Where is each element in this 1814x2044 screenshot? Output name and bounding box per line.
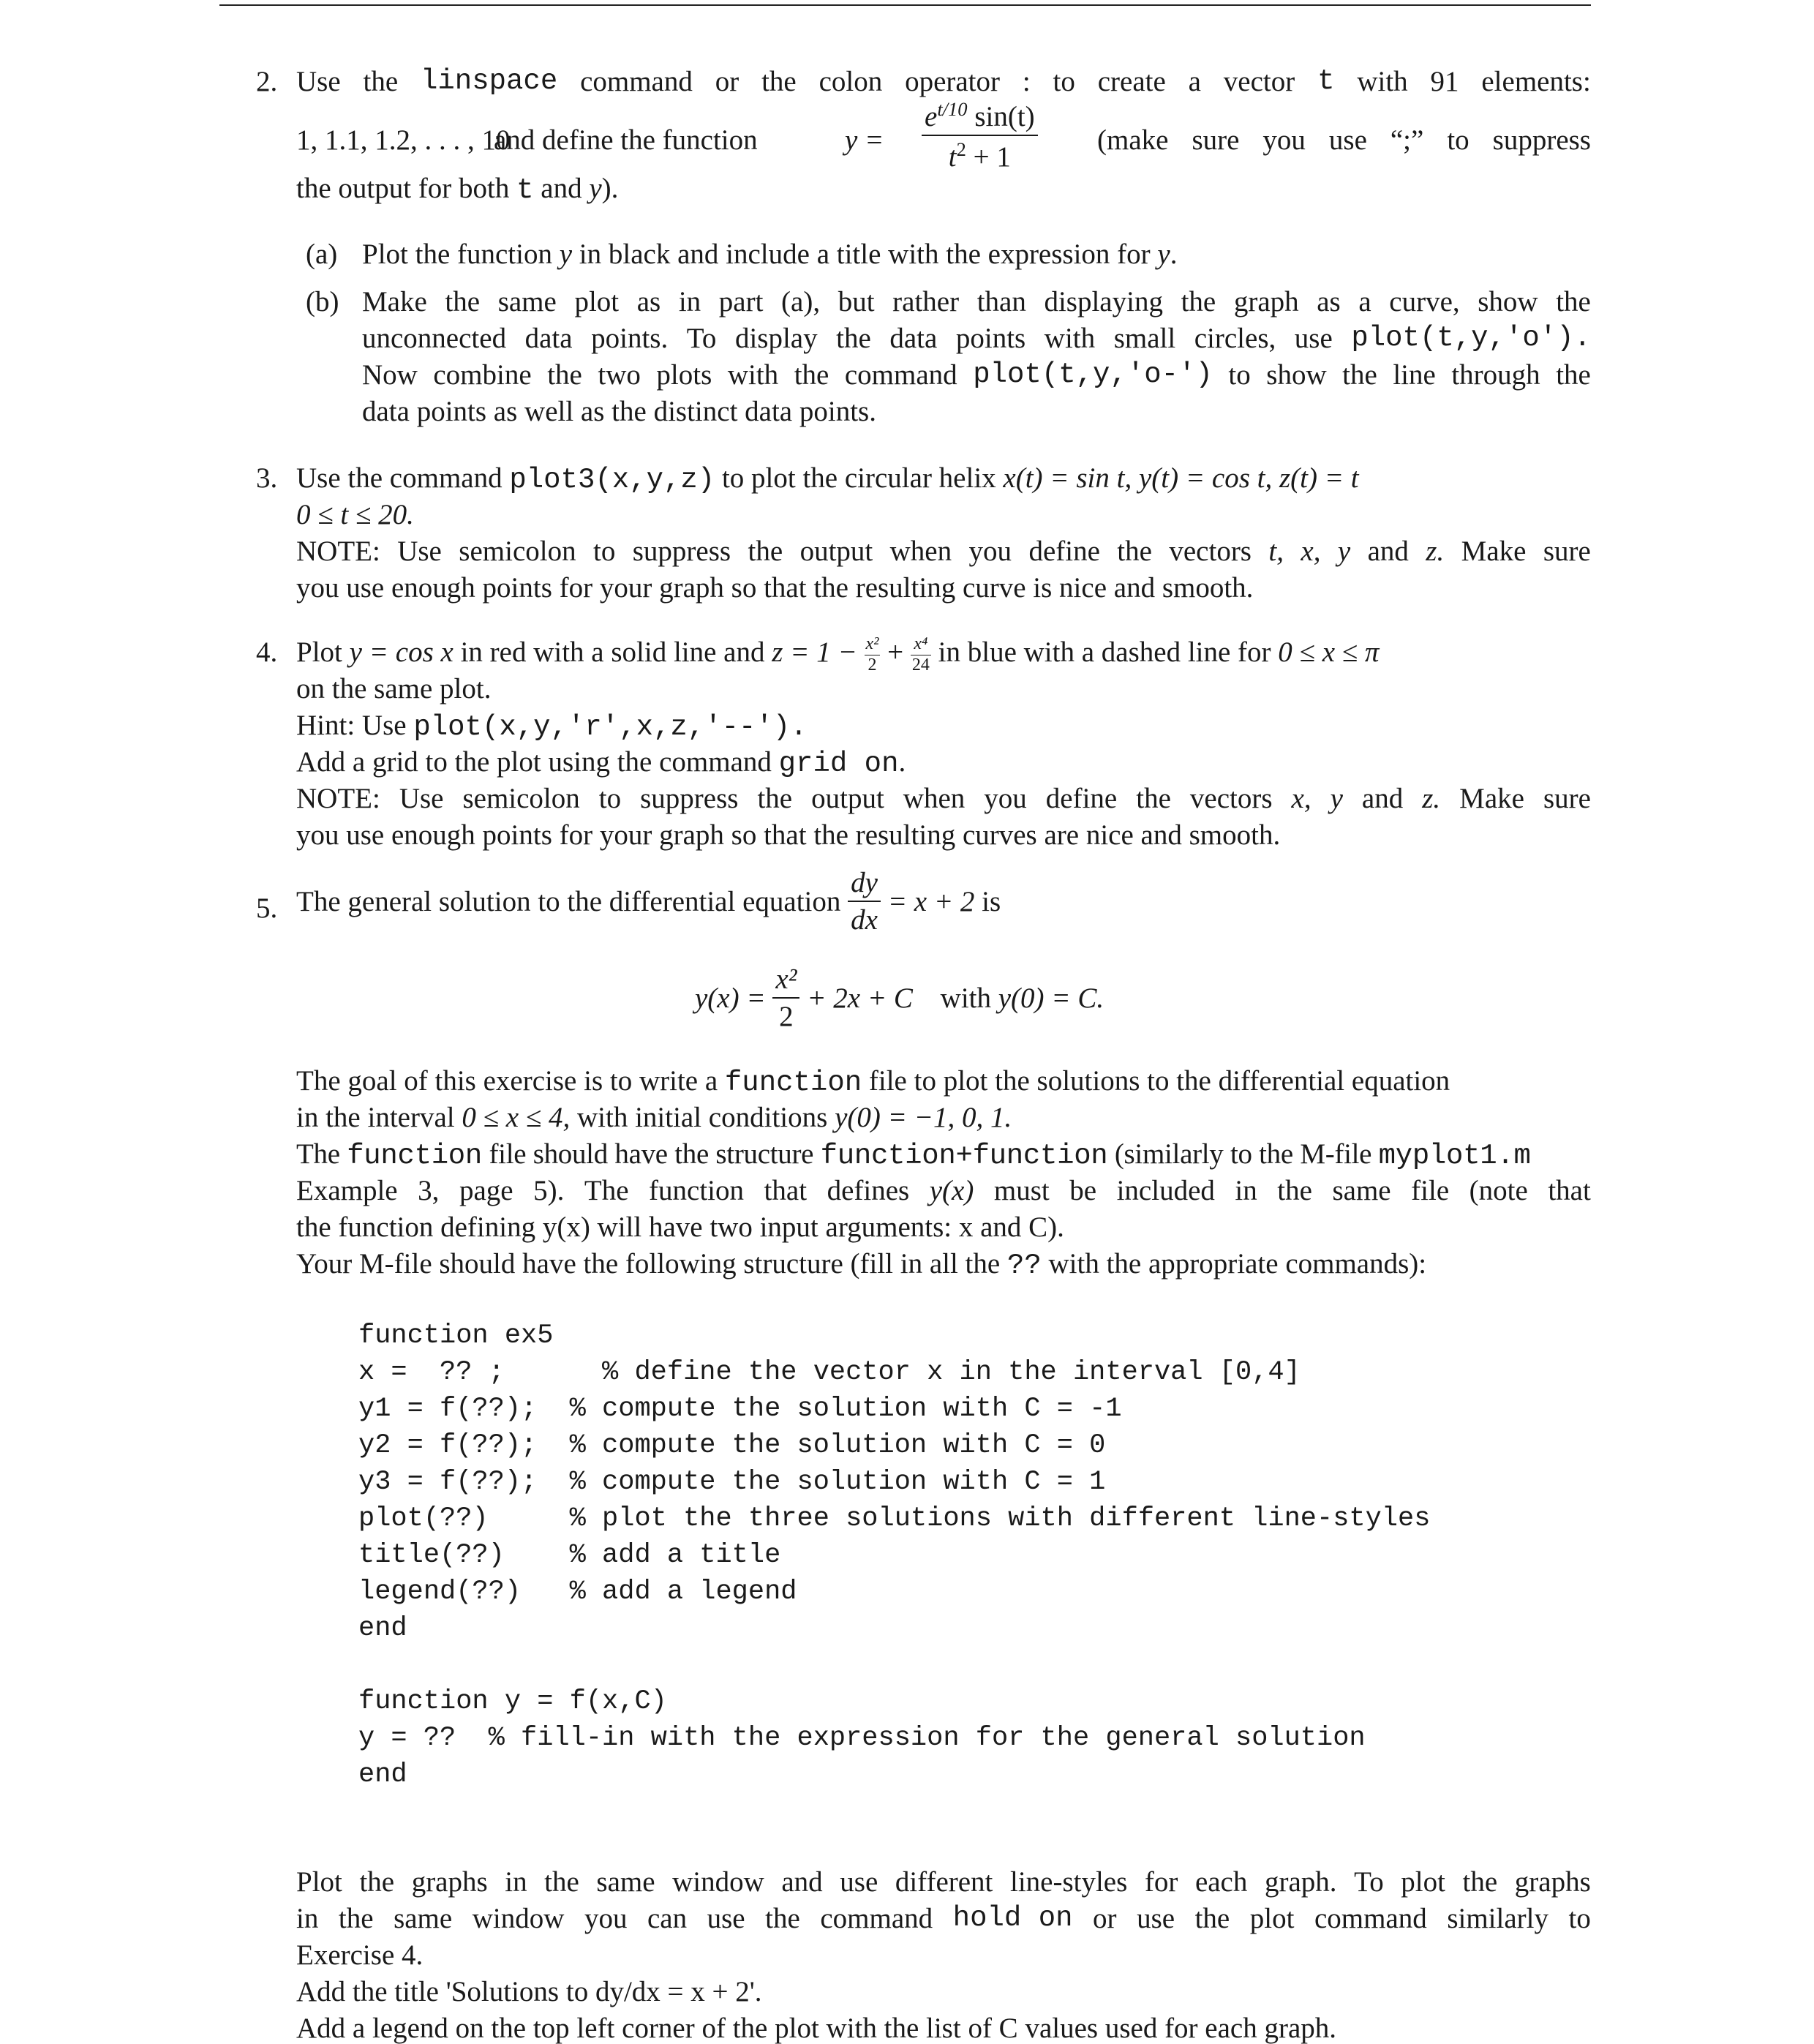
code-line-5: y3 = f(??); % compute the solution with C = 1	[358, 1467, 1106, 1498]
problem-4-line-3: Hint: Use plot(x,y,'r',x,z,'--').	[296, 710, 808, 743]
problem-3-line-3: NOTE: Use semicolon to suppress the output when you define the vectors t, x, y and z. Make sure	[296, 536, 1591, 567]
code-line-3: y1 = f(??); % compute the solution with C = -1	[358, 1394, 1122, 1424]
code-line-8: legend(??) % add a legend	[358, 1577, 797, 1607]
part-a-text: Plot the function y in black and include a title with the expression for y.	[362, 238, 1178, 270]
final-line-5: Add a legend on the top left corner of the plot with the list of C values used for each graph.	[296, 2013, 1337, 2044]
problem-5-para-line-4: Example 3, page 5). The function that defines y(x) must be included in the same file (note that	[296, 1175, 1591, 1206]
problem-2-line-1: Use the linspace command or the colon operator : to create a vector t with 91 elements:	[296, 65, 1591, 97]
problem-5-para-line-3: The function file should have the structure function+function (similarly to the M-file myplot1.m	[296, 1138, 1531, 1172]
problem-2-line-2: 1, 1.1, 1.2, . . . , 10 and define the function y = $\frac{e^{t/10} \sin(t)}{t^2 + 1}$ (make sure you use “;” to suppress	[296, 98, 1591, 173]
part-b-label: (b)	[306, 286, 339, 318]
problem-4-line-5: NOTE: Use semicolon to suppress the output when you define the vectors x, y and z. Make sure	[296, 783, 1591, 814]
code-line-4: y2 = f(??); % compute the solution with C = 0	[358, 1430, 1106, 1461]
problem-3-line-2: 0 ≤ t ≤ 20.	[296, 499, 414, 530]
problem-4-line-1: Plot y = cos x in red with a solid line and z = 1 − $\frac{\text{x²}}{2}$ + $\frac{\text{x⁴}}{24}$ in blue with a dashed line for 0 ≤ x ≤ π	[296, 634, 1380, 675]
problem-5-para-line-2: in the interval 0 ≤ x ≤ 4, with initial conditions y(0) = −1, 0, 1.	[296, 1102, 1012, 1133]
part-a-label: (a)	[306, 238, 338, 270]
general-solution: y(x) = $\frac{\text{x²}}{2}$ + 2x + C with y(0) = C.	[695, 963, 1104, 1032]
part-b-line-1: Make the same plot as in part (a), but rather than displaying the graph as a curve, show the	[362, 286, 1591, 318]
code2-line-1: function y = f(x,C)	[358, 1686, 667, 1717]
problem-2-number: 2.	[256, 66, 278, 97]
problem-5-para-line-1: The goal of this exercise is to write a function file to plot the solutions to the differential equation	[296, 1065, 1450, 1099]
problem-4-line-6: you use enough points for your graph so that the resulting curves are nice and smooth.	[296, 819, 1281, 851]
code2-line-2: y = ?? % fill-in with the expression for the general solution	[358, 1723, 1366, 1754]
code-line-6: plot(??) % plot the three solutions with different line-styles	[358, 1503, 1431, 1534]
problem-4-line-4: Add a grid to the plot using the command grid on.	[296, 746, 906, 780]
function-fraction: $\frac{e^{t/10} \sin(t)}{t^2 + 1}$	[922, 99, 1038, 173]
code-line-1: function ex5	[358, 1320, 554, 1351]
problem-3-number: 3.	[256, 462, 278, 494]
problem-5-line-1: The general solution to the differential equation $\frac{dy}{dx}$ = x + 2 is	[296, 867, 1001, 936]
problem-5-para-line-5: the function defining y(x) will have two input arguments: x and C).	[296, 1211, 1064, 1243]
problem-4-number: 4.	[256, 636, 278, 668]
code2-line-3: end	[358, 1759, 407, 1790]
problem-3-line-4: you use enough points for your graph so that the resulting curve is nice and smooth.	[296, 572, 1254, 604]
problem-5-number: 5.	[256, 893, 278, 924]
top-rule	[219, 4, 1591, 6]
part-b-line-4: data points as well as the distinct data points.	[362, 396, 876, 427]
problem-5-para-line-6: Your M-file should have the following structure (fill in all the ?? with the appropriate commands):	[296, 1248, 1427, 1282]
final-line-3: Exercise 4.	[296, 1939, 424, 1971]
final-line-4: Add the title 'Solutions to dy/dx = x + 2'.	[296, 1976, 762, 2007]
problem-4-line-2: on the same plot.	[296, 673, 492, 704]
code-line-7: title(??) % add a title	[358, 1540, 781, 1571]
final-line-1: Plot the graphs in the same window and use different line-styles for each graph. To plot the graphs	[296, 1866, 1591, 1898]
problem-3-line-1: Use the command plot3(x,y,z) to plot the circular helix x(t) = sin t, y(t) = cos t, z(t) = t	[296, 462, 1359, 496]
code-line-2: x = ?? ; % define the vector x in the interval [0,4]	[358, 1357, 1301, 1388]
problem-2-line-3: the output for both t and y).	[296, 173, 619, 206]
part-b-line-2: unconnected data points. To display the data points with small circles, use plot(t,y,'o').	[362, 322, 1591, 354]
code-line-9: end	[358, 1613, 407, 1644]
final-line-2: in the same window you can use the command hold on or use the plot command similarly to	[296, 1902, 1591, 1934]
part-b-line-3: Now combine the two plots with the command plot(t,y,'o-') to show the line through the	[362, 358, 1591, 391]
